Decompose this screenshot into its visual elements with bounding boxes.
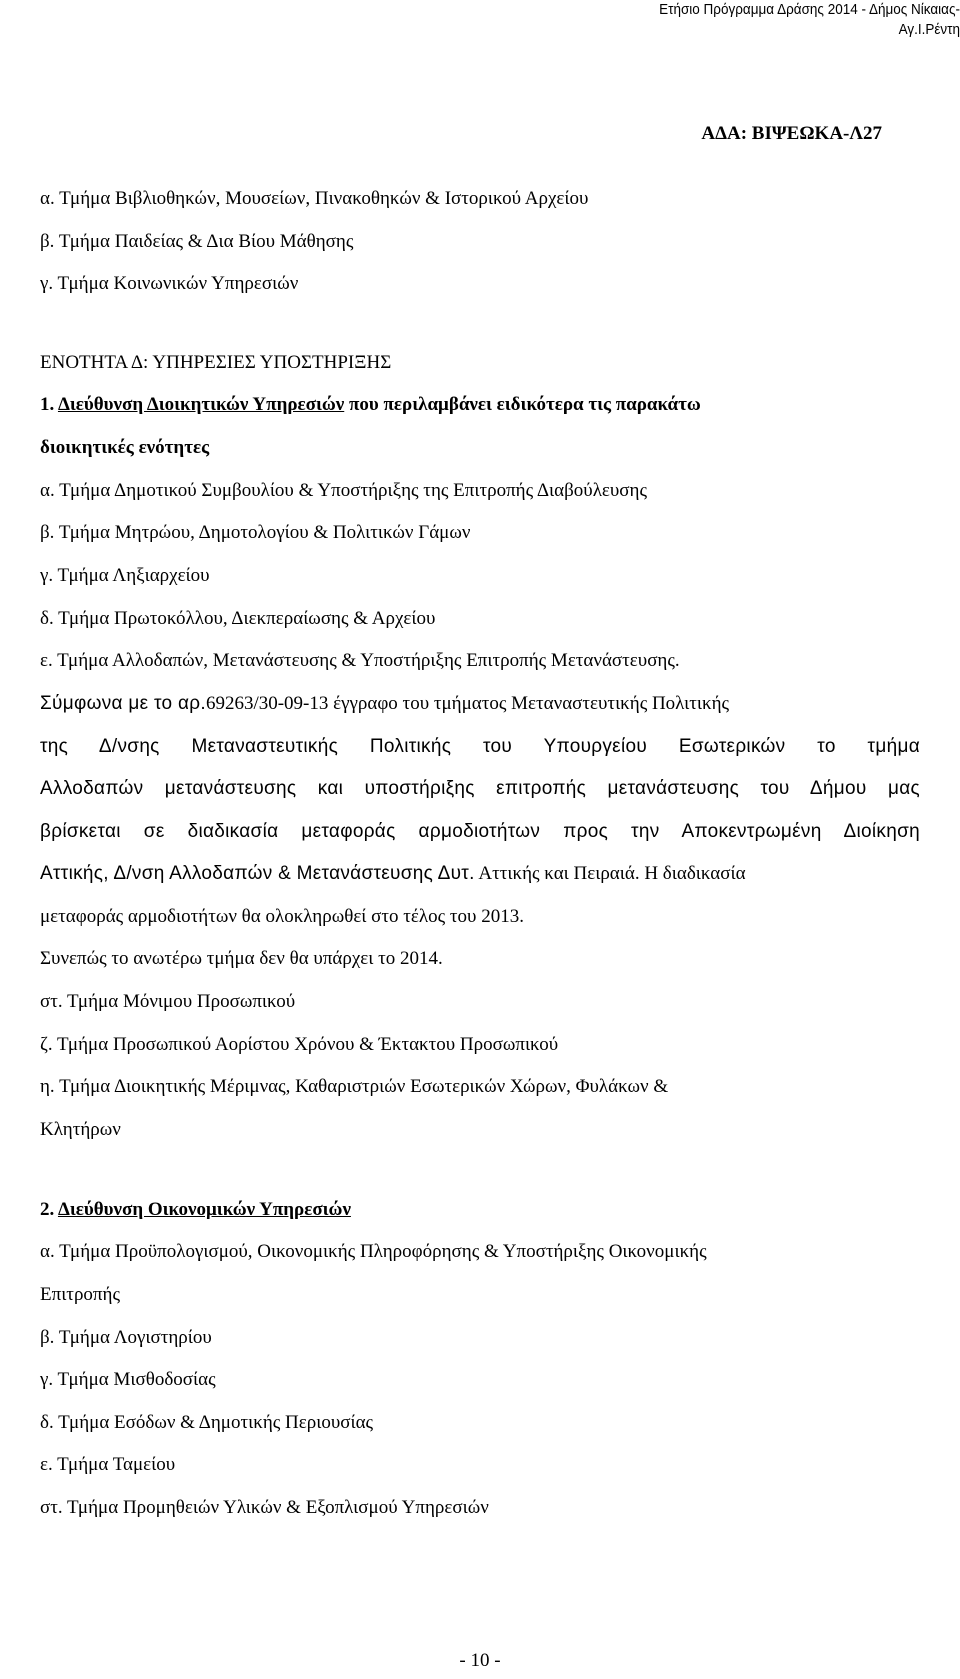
note-line-2: της Δ/νσης Μεταναστευτικής Πολιτικής του Υπουργείου Εσωτερικών το τμήμα (40, 736, 920, 757)
dir2-item-c: γ. Τμήμα Μισθοδοσίας (40, 1369, 216, 1390)
dir1-title-line2: διοικητικές ενότητες (40, 437, 210, 458)
dir1-item-h-line2: Κλητήρων (40, 1119, 121, 1140)
page-header (582, 0, 960, 40)
note-line-1-sans: Σύμφωνα με το αρ. (40, 693, 206, 714)
dir2-title-number: 2. (40, 1199, 58, 1220)
dir1-item-h: η. Τμήμα Διοικητικής Μέριμνας, Καθαριστριών Εσωτερικών Χώρων, Φυλάκων & (40, 1076, 669, 1097)
dir1-item-st: στ. Τμήμα Μόνιμου Προσωπικού (40, 991, 296, 1012)
header-line-2: Αγ.Ι.Ρέντη (898, 21, 960, 38)
dir1-item-d: δ. Τμήμα Πρωτοκόλλου, Διεκπεραίωσης & Αρχείου (40, 608, 436, 629)
dir2-item-e: ε. Τμήμα Ταμείου (40, 1454, 176, 1475)
dir2-item-b: β. Τμήμα Λογιστηρίου (40, 1327, 212, 1348)
dir1-item-b: β. Τμήμα Μητρώου, Δημοτολογίου & Πολιτικών Γάμων (40, 522, 471, 543)
dir2-item-a-line2: Επιτροπής (40, 1284, 120, 1305)
note-line-4: βρίσκεται σε διαδικασία μεταφοράς αρμοδιοτήτων προς την Αποκεντρωμένη Διοίκηση (40, 821, 920, 842)
dir1-item-a: α. Τμήμα Δημοτικού Συμβουλίου & Υποστήριξης της Επιτροπής Διαβούλευσης (40, 480, 647, 501)
dir1-title-number: 1. (40, 394, 58, 415)
dir1-title-name: Διεύθυνση Διοικητικών Υπηρεσιών (57, 394, 345, 415)
dir1-title (40, 393, 701, 417)
list-item-libraries: α. Τμήμα Βιβλιοθηκών, Μουσείων, Πινακοθηκών & Ιστορικού Αρχείου (40, 188, 589, 209)
dir2-item-a: α. Τμήμα Προϋπολογισμού, Οικονομικής Πληροφόρησης & Υποστήριξης Οικονομικής (40, 1241, 707, 1262)
dir1-title-rest: που περιλαμβάνει ειδικότερα τις παρακάτω (344, 394, 701, 415)
note-line-5 (40, 862, 746, 886)
dir2-item-d: δ. Τμήμα Εσόδων & Δημοτικής Περιουσίας (40, 1412, 374, 1433)
dir1-item-z: ζ. Τμήμα Προσωπικού Αορίστου Χρόνου & Έκτακτου Προσωπικού (40, 1034, 559, 1055)
list-item-social-services: γ. Τμήμα Κοινωνικών Υπηρεσιών (40, 273, 299, 294)
header-line-1: Ετήσιο Πρόγραμμα Δράσης 2014 - Δήμος Νίκαιας- (659, 1, 960, 18)
note-line-7: Συνεπώς το ανωτέρω τμήμα δεν θα υπάρχει το 2014. (40, 948, 443, 969)
dir1-item-c: γ. Τμήμα Ληξιαρχείου (40, 565, 210, 586)
note-line-6: μεταφοράς αρμοδιοτήτων θα ολοκληρωθεί στο τέλος του 2013. (40, 906, 524, 927)
page-number: - 10 - (459, 1650, 501, 1671)
note-line-3: Αλλοδαπών μετανάστευσης και υποστήριξης επιτροπής μετανάστευσης του Δήμου μας (40, 778, 920, 799)
note-line-1 (40, 692, 729, 716)
dir2-item-st: στ. Τμήμα Προμηθειών Υλικών & Εξοπλισμού Υπηρεσιών (40, 1497, 489, 1518)
list-item-education: β. Τμήμα Παιδείας & Δια Βίου Μάθησης (40, 231, 354, 252)
note-line-5-rest: Αττικής και Πειραιά. Η διαδικασία (474, 863, 746, 884)
section-heading: ΕΝΟΤΗΤΑ Δ: ΥΠΗΡΕΣΙΕΣ ΥΠΟΣΤΗΡΙΞΗΣ (40, 352, 392, 373)
note-line-5-sans: Αττικής, Δ/νση Αλλοδαπών & Μετανάστευσης Δυτ. (40, 863, 475, 884)
dir2-title-name: Διεύθυνση Οικονομικών Υπηρεσιών (57, 1199, 351, 1220)
dir1-item-e: ε. Τμήμα Αλλοδαπών, Μετανάστευσης & Υποστήριξης Επιτροπής Μετανάστευσης. (40, 650, 680, 671)
note-line-1-rest: 69263/30-09-13 έγγραφο του τμήματος Μεταναστευτικής Πολιτικής (205, 693, 730, 714)
ada-code: ΑΔΑ: ΒΙΨΕΩΚΑ-Λ27 (701, 123, 882, 144)
dir2-title (40, 1198, 351, 1222)
